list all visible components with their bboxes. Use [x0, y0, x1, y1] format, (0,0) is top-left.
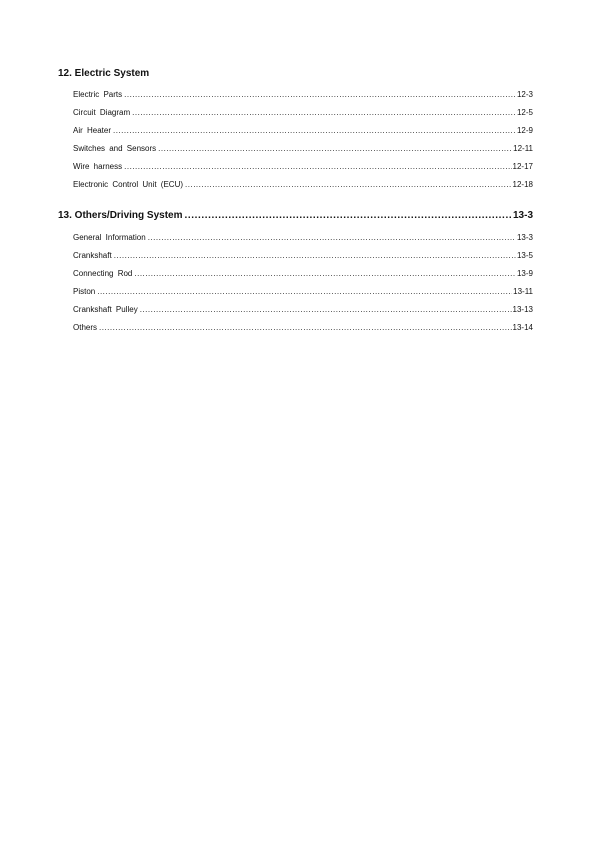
toc-entry-page: 13-5	[516, 251, 533, 260]
toc-section-electric-system	[58, 67, 533, 194]
toc-entry-page: 12-3	[516, 90, 533, 99]
dot-leader	[99, 319, 512, 337]
dot-leader	[97, 283, 512, 301]
toc-entry-title: General Information	[73, 233, 146, 242]
section-heading-text: 12. Electric System	[58, 68, 150, 79]
dot-leader	[124, 86, 516, 104]
dot-leader	[124, 158, 511, 176]
toc-entry-title: Others	[73, 323, 98, 332]
toc-entry-title: Switches and Sensors	[73, 144, 157, 153]
toc-entry-crankshaft-pulley[interactable]	[73, 301, 533, 319]
section-heading-page: 13-3	[512, 210, 533, 221]
toc-entry-page: 13-14	[512, 323, 533, 332]
dot-leader	[132, 104, 516, 122]
toc-entry-page: 12-18	[512, 180, 533, 189]
dot-leader	[114, 247, 516, 265]
toc-list	[73, 229, 533, 337]
dot-leader	[134, 265, 516, 283]
toc-entry-circuit-diagram[interactable]	[73, 104, 533, 122]
toc-entry-page: 12-5	[516, 108, 533, 117]
toc-entry-crankshaft[interactable]	[73, 247, 533, 265]
dot-leader	[148, 229, 516, 247]
section-heading-text: 13. Others/Driving System	[58, 210, 183, 221]
toc-entry-others[interactable]	[73, 319, 533, 337]
toc-list	[73, 86, 533, 194]
toc-entry-title: Wire harness	[73, 162, 123, 171]
toc-entry-title: Crankshaft Pulley	[73, 305, 138, 314]
toc-entry-switches-and-sensors[interactable]	[73, 140, 533, 158]
dot-leader	[158, 140, 512, 158]
toc-entry-electric-parts[interactable]	[73, 86, 533, 104]
toc-entry-title: Electronic Control Unit (ECU)	[73, 180, 184, 189]
dot-leader	[185, 176, 512, 194]
toc-entry-air-heater[interactable]	[73, 122, 533, 140]
dot-leader	[113, 122, 516, 140]
toc-entry-title: Air Heater	[73, 126, 112, 135]
toc-entry-page: 13-11	[513, 287, 533, 296]
toc-entry-connecting-rod[interactable]	[73, 265, 533, 283]
toc-entry-page: 12-11	[513, 144, 533, 153]
section-heading	[58, 67, 533, 81]
dot-leader	[185, 209, 512, 223]
toc-entry-page: 12-17	[512, 162, 533, 171]
toc-entry-title: Piston	[73, 287, 96, 296]
dot-leader	[140, 301, 512, 319]
toc-entry-wire-harness[interactable]	[73, 158, 533, 176]
toc-entry-title: Electric Parts	[73, 90, 123, 99]
toc-entry-title: Connecting Rod	[73, 269, 133, 278]
toc-entry-piston[interactable]	[73, 283, 533, 301]
toc-section-others-driving-system	[58, 209, 533, 337]
toc-entry-title: Circuit Diagram	[73, 108, 131, 117]
toc-entry-page: 13-3	[516, 233, 533, 242]
toc-entry-title: Crankshaft	[73, 251, 112, 260]
toc-entry-page: 13-9	[516, 269, 533, 278]
toc-entry-page: 13-13	[512, 305, 533, 314]
section-heading[interactable]	[58, 209, 533, 223]
toc-entry-ecu[interactable]	[73, 176, 533, 194]
toc-entry-general-information[interactable]	[73, 229, 533, 247]
toc-entry-page: 12-9	[516, 126, 533, 135]
